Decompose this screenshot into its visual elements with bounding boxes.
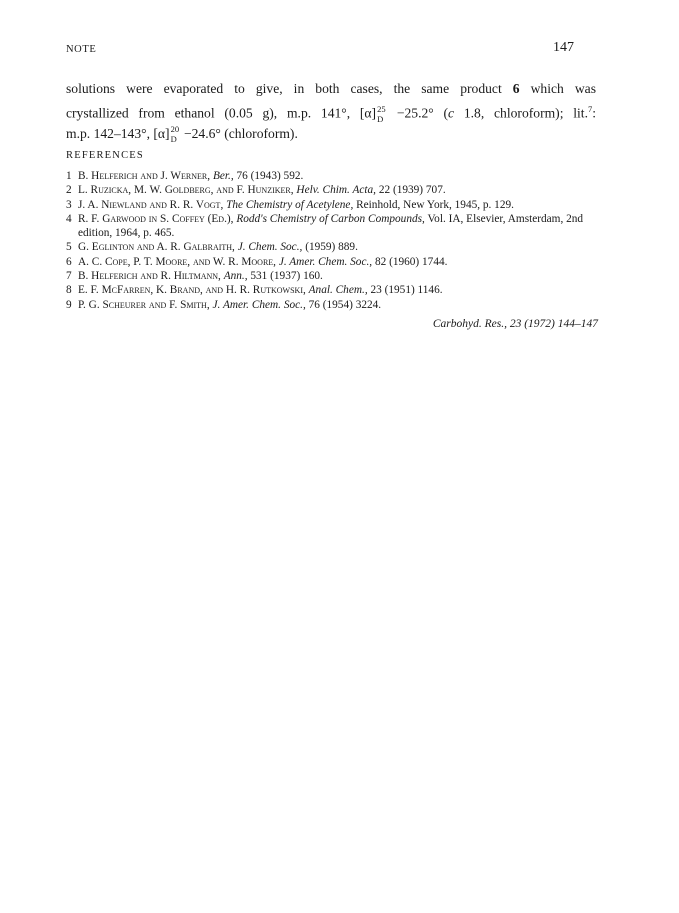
reference-list bbox=[66, 169, 598, 312]
journal-citation: Carbohyd. Res., 23 (1972) 144–147 bbox=[432, 318, 598, 330]
rotation-notation: 25 D bbox=[377, 103, 386, 124]
reference-item: 8 E. F. McFarren, K. Brand, and H. R. Rutkowski, Anal. Chem., 23 (1951) 1146. bbox=[66, 284, 443, 297]
reference-item: 6 A. C. Cope, P. T. Moore, and W. R. Moore, J. Amer. Chem. Soc., 82 (1960) 1744. bbox=[66, 255, 448, 268]
page-number: 147 bbox=[553, 40, 574, 55]
reference-item: 9 P. G. Scheurer and F. Smith, J. Amer. Chem. Soc., 76 (1954) 3224. bbox=[66, 298, 382, 311]
reference-item: 4 R. F. Garwood in S. Coffey (Ed.), Rodd's Chemistry of Carbon Compounds, Vol. IA, Elsevier, Amsterdam, 2nd edition, 1964, p. 465. bbox=[66, 212, 584, 240]
references-heading: REFERENCES bbox=[66, 150, 144, 161]
reference-marker: 7 bbox=[587, 104, 593, 114]
reference-item: 3 J. A. Niewland and R. R. Vogt, The Chemistry of Acetylene, Reinhold, New York, 1945, p. 129. bbox=[66, 198, 514, 211]
body-line: crystallized from ethanol (0.05 g), m.p. 141°, [α] 25 D −25.2° (c 1.8, chloroform); lit.$^7$: bbox=[66, 103, 597, 124]
body-paragraph bbox=[66, 79, 596, 144]
running-header: NOTE bbox=[66, 44, 97, 55]
reference-item: 5 G. Eglinton and A. R. Galbraith, J. Chem. Soc., (1959) 889. bbox=[66, 241, 358, 254]
reference-item: 2 L. Ruzicka, M. W. Goldberg, and F. Hunziker, Helv. Chim. Acta, 22 (1939) 707. bbox=[66, 184, 446, 197]
body-line: m.p. 142–143°, [α] 20 D −24.6° (chloroform). bbox=[66, 123, 298, 144]
rotation-notation: 20 D bbox=[170, 123, 180, 144]
reference-item: 7 B. Helferich and R. Hiltmann, Ann., 531 (1937) 160. bbox=[66, 270, 323, 283]
body-line: solutions were evaporated to give, in both cases, the same product 6 which was bbox=[66, 81, 596, 96]
compound-number: 6 bbox=[512, 81, 520, 96]
reference-item: 1 B. Helferich and J. Werner, Ber., 76 (1943) 592. bbox=[66, 170, 304, 182]
